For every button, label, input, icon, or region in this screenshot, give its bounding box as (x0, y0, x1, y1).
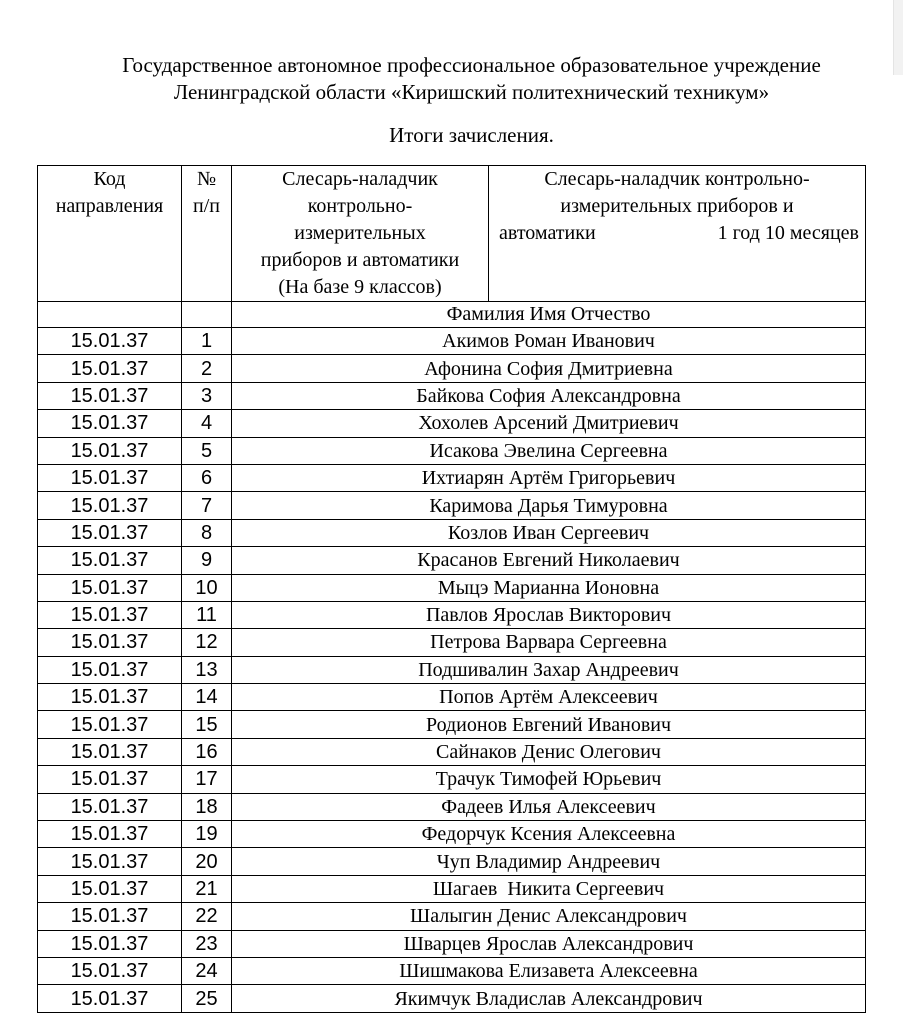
row-number: 15 (182, 711, 232, 738)
row-code: 15.01.37 (38, 328, 182, 355)
row-number: 14 (182, 684, 232, 711)
table-row (38, 328, 866, 355)
table-row (38, 903, 866, 930)
table-row (38, 574, 866, 601)
row-number: 16 (182, 738, 232, 765)
row-full-name: Исакова Эвелина Сергеевна (232, 437, 866, 464)
row-code: 15.01.37 (38, 985, 182, 1012)
row-full-name: Подшивалин Захар Андреевич (232, 656, 866, 683)
row-number: 22 (182, 903, 232, 930)
fio-empty-cell (182, 302, 232, 328)
header-code-label: Код направления (55, 168, 164, 217)
row-code: 15.01.37 (38, 437, 182, 464)
table-row (38, 821, 866, 848)
row-full-name: Красанов Евгений Николаевич (232, 547, 866, 574)
row-code: 15.01.37 (38, 382, 182, 409)
row-full-name: Павлов Ярослав Викторович (232, 601, 866, 628)
row-full-name: Петрова Варвара Сергеевна (232, 629, 866, 656)
table-row (38, 793, 866, 820)
row-full-name: Акимов Роман Иванович (232, 328, 866, 355)
header-number (182, 166, 232, 302)
institution-name-line1: Государственное автономное профессиональное образовательное учреждение (122, 53, 821, 77)
fio-empty-cell (38, 302, 182, 328)
table-row (38, 464, 866, 491)
header-code (38, 166, 182, 302)
table-row (38, 930, 866, 957)
row-code: 15.01.37 (38, 903, 182, 930)
row-full-name: Козлов Иван Сергеевич (232, 519, 866, 546)
table-row (38, 492, 866, 519)
row-number: 2 (182, 355, 232, 382)
table-row (38, 656, 866, 683)
row-code: 15.01.37 (38, 957, 182, 984)
row-number: 25 (182, 985, 232, 1012)
table-row (38, 711, 866, 738)
row-code: 15.01.37 (38, 574, 182, 601)
row-code: 15.01.37 (38, 821, 182, 848)
row-number: 18 (182, 793, 232, 820)
row-code: 15.01.37 (38, 738, 182, 765)
table-row (38, 355, 866, 382)
header-specialty-9-grades (232, 166, 489, 302)
row-code: 15.01.37 (38, 930, 182, 957)
row-number: 3 (182, 382, 232, 409)
header-specialty-9-grades-label: Слесарь-наладчик контрольно- измерительных приборов и автоматики (На базе 9 классов) (260, 168, 460, 298)
row-full-name: Шварцев Ярослав Александрович (232, 930, 866, 957)
header-duration-value: 1 год 10 месяцев (717, 222, 859, 244)
row-number: 20 (182, 848, 232, 875)
header-specialty-duration-label: Слесарь-наладчик контрольно- измерительных приборов и (544, 168, 810, 217)
row-code: 15.01.37 (38, 464, 182, 491)
row-code: 15.01.37 (38, 848, 182, 875)
row-full-name: Хохолев Арсений Дмитриевич (232, 410, 866, 437)
table-row (38, 519, 866, 546)
row-code: 15.01.37 (38, 711, 182, 738)
row-full-name: Шагаев Никита Сергеевич (232, 875, 866, 902)
row-full-name: Фадеев Илья Алексеевич (232, 793, 866, 820)
row-number: 10 (182, 574, 232, 601)
table-header-row (38, 166, 866, 302)
table-row (38, 437, 866, 464)
table-row (38, 684, 866, 711)
row-number: 11 (182, 601, 232, 628)
row-number: 13 (182, 656, 232, 683)
row-full-name: Каримова Дарья Тимуровна (232, 492, 866, 519)
row-code: 15.01.37 (38, 492, 182, 519)
table-row (38, 957, 866, 984)
row-number: 23 (182, 930, 232, 957)
row-number: 19 (182, 821, 232, 848)
enrollment-table (37, 165, 866, 1013)
row-code: 15.01.37 (38, 519, 182, 546)
page-title: Итоги зачисления. (389, 123, 554, 147)
table-row (38, 848, 866, 875)
fio-header-row (38, 302, 866, 328)
row-full-name: Попов Артём Алексеевич (232, 684, 866, 711)
row-code: 15.01.37 (38, 793, 182, 820)
row-number: 21 (182, 875, 232, 902)
header-specialty-duration (489, 166, 866, 302)
table-row (38, 382, 866, 409)
row-code: 15.01.37 (38, 355, 182, 382)
row-number: 8 (182, 519, 232, 546)
table-row (38, 985, 866, 1012)
table-row (38, 601, 866, 628)
row-code: 15.01.37 (38, 656, 182, 683)
row-code: 15.01.37 (38, 410, 182, 437)
table-row (38, 629, 866, 656)
row-code: 15.01.37 (38, 766, 182, 793)
row-full-name: Якимчук Владислав Александрович (232, 985, 866, 1012)
table-row (38, 875, 866, 902)
row-number: 12 (182, 629, 232, 656)
row-number: 6 (182, 464, 232, 491)
table-row (38, 410, 866, 437)
header-number-label: № п/п (193, 168, 220, 217)
row-full-name: Родионов Евгений Иванович (232, 711, 866, 738)
row-code: 15.01.37 (38, 601, 182, 628)
institution-header (0, 52, 903, 106)
institution-name-line2: Ленинградской области «Киришский политехнический техникум» (173, 80, 770, 104)
fio-header: Фамилия Имя Отчество (232, 302, 866, 328)
row-code: 15.01.37 (38, 547, 182, 574)
row-number: 24 (182, 957, 232, 984)
row-number: 7 (182, 492, 232, 519)
row-full-name: Мыцэ Марианна Ионовна (232, 574, 866, 601)
row-full-name: Федорчук Ксения Алексеевна (232, 821, 866, 848)
header-specialty-word: автоматики (499, 222, 596, 244)
table-row (38, 547, 866, 574)
row-number: 4 (182, 410, 232, 437)
row-full-name: Сайнаков Денис Олегович (232, 738, 866, 765)
row-full-name: Ихтиарян Артём Григорьевич (232, 464, 866, 491)
header-specialty-duration-line3 (489, 220, 865, 247)
row-code: 15.01.37 (38, 875, 182, 902)
row-number: 17 (182, 766, 232, 793)
table-row (38, 738, 866, 765)
row-full-name: Афонина София Дмитриевна (232, 355, 866, 382)
table-row (38, 766, 866, 793)
row-number: 1 (182, 328, 232, 355)
row-full-name: Чуп Владимир Андреевич (232, 848, 866, 875)
row-full-name: Трачук Тимофей Юрьевич (232, 766, 866, 793)
row-code: 15.01.37 (38, 629, 182, 656)
row-number: 5 (182, 437, 232, 464)
row-code: 15.01.37 (38, 684, 182, 711)
row-full-name: Шишмакова Елизавета Алексеевна (232, 957, 866, 984)
row-full-name: Байкова София Александровна (232, 382, 866, 409)
row-full-name: Шалыгин Денис Александрович (232, 903, 866, 930)
row-number: 9 (182, 547, 232, 574)
